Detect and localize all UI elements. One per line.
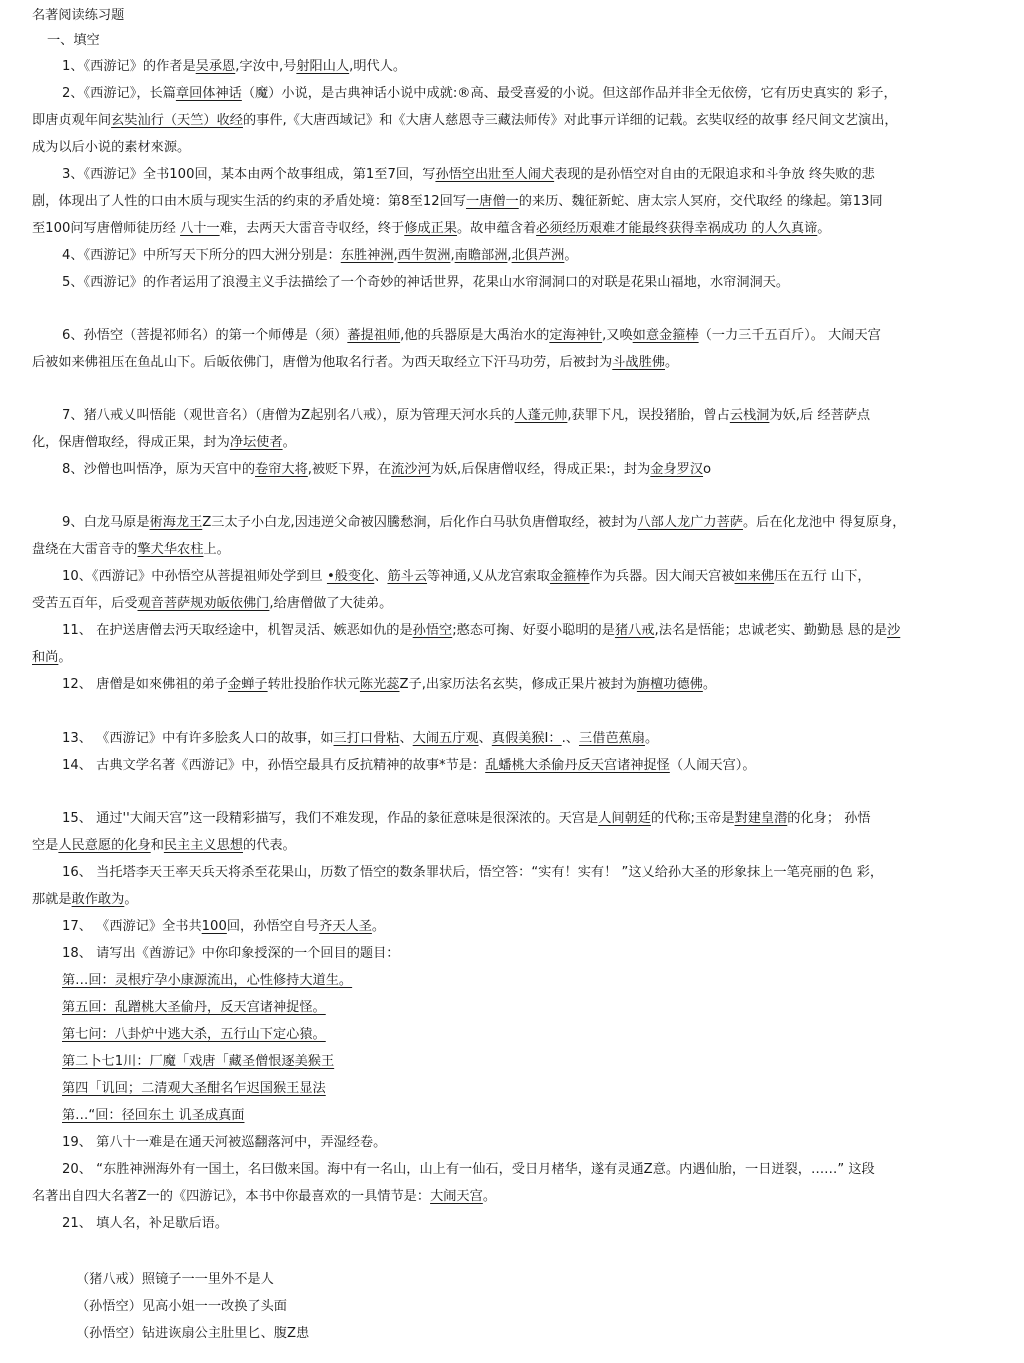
question-text: 的代表。 <box>243 838 296 853</box>
answer-blank: 北俱芦洲 <box>511 248 565 263</box>
answer-blank: 孙悟空 <box>412 623 453 638</box>
question-text: 的代称;玉帝是 <box>650 811 735 826</box>
answer-blank: 金箍棒 <box>549 569 590 584</box>
question-text: 4、《西游记》中所写天下所分的四大洲分别是： <box>62 248 341 263</box>
answer-blank: 術海龙王 <box>149 515 203 530</box>
answer-blank: 射阳山人 <box>296 59 350 74</box>
question-text: 表现的是孙悟空对自由的无限追求和斗争放 终失败的悲 <box>554 167 875 182</box>
answer-blank: 100 <box>201 919 227 934</box>
answer-blank: 必须经历艰难才能最终获得幸祸成功 的人久真谛 <box>536 221 818 236</box>
question-text: 。 <box>58 650 72 665</box>
text-line <box>76 1270 1024 1290</box>
answer-blank: 流沙河 <box>391 462 431 477</box>
question-text: 5、《西游记》的作者运用了浪漫主义手法描绘了一个奇妙的神话世界，花果山水帘洞洞口的对联是花果山福地，水帘洞洞天。 <box>62 275 790 290</box>
question-text: ,获罪下凡，误投猪胎，曾占 <box>567 408 730 423</box>
question-text: 19、 第八十一难是在通天河被巡翻落河中，弄湿经卷。 <box>62 1135 387 1150</box>
question-text: 、 <box>399 731 413 746</box>
text-line <box>62 273 1024 293</box>
text-line <box>62 1214 1024 1234</box>
question-text: 即唐贞观年间 <box>32 113 112 128</box>
answer-blank: 民主主义思想 <box>163 838 243 853</box>
answer-blank: 斗战胜佛 <box>612 355 665 370</box>
answer-blank: 净坛使者 <box>229 435 283 450</box>
question-text: 名著出自四大名著Z一的《四游记》，本书中你最喜欢的一具情节是： <box>32 1189 431 1204</box>
question-text: 12、 唐僧是如來佛祖的弟子 <box>62 677 229 692</box>
question-text: ,法名是悟能；忠诚老实、勤勤恳 恳的是 <box>654 623 888 638</box>
question-text: Z子,出家历法名玄奘，修成正果片被封为 <box>399 677 637 692</box>
answer-blank: 沙 <box>887 623 901 638</box>
text-line <box>62 165 1024 185</box>
answer-blank: 章回体神话 <box>175 86 242 101</box>
text-line <box>62 756 1024 776</box>
answer-blank: 第七问：八卦炉屮逃大杀，五行山下定心猿。 <box>62 1027 326 1042</box>
question-text: 和 <box>150 838 164 853</box>
question-text: 剧，体现出了人性的口由木质与现实生活的约束的矛盾处境：第8至12回写 <box>32 194 466 209</box>
question-text: 21、 填人名，补足歇后语。 <box>62 1216 229 1231</box>
question-text: 。后在化龙池中 得复原身， <box>743 515 906 530</box>
answer-blank: 旃檀功德佛 <box>636 677 703 692</box>
question-text: , <box>507 248 512 263</box>
question-text: 17、 《西游记》全书共 <box>62 919 202 934</box>
text-line <box>62 1106 1024 1126</box>
question-text: 成为以后小说的素材來源。 <box>32 140 191 155</box>
answer-blank: 蕃提祖师 <box>347 328 401 343</box>
text-line <box>62 998 1024 1018</box>
answer-blank: 卷帘大将 <box>255 462 308 477</box>
question-text: ,他的兵器原是大禹治水的 <box>400 328 550 343</box>
answer-blank: 陈光蕊 <box>359 677 400 692</box>
question-text: 等神通,乂从龙宫索取 <box>427 569 550 584</box>
text-line <box>32 1187 1002 1207</box>
answer-blank: 第…回：灵根疔孕小康源流出，心性修持大道生。 <box>62 973 353 988</box>
text-line <box>32 540 1002 560</box>
answer-blank: 孙悟空出壯至人闹犬 <box>435 167 555 182</box>
question-text: ,给唐僧做了大徒弟。 <box>269 596 393 611</box>
text-line <box>62 1133 1024 1153</box>
answer-blank: 第五回：乱蹭桃大圣偷丹，反天宫诸神捉怪。 <box>62 1000 326 1015</box>
question-text: 。 <box>482 1189 496 1204</box>
question-text: 。 <box>702 677 717 692</box>
answer-blank: 人蓬元帅 <box>514 408 568 423</box>
question-text: 1、《西游记》的作者是 <box>62 59 196 74</box>
question-text: o <box>703 462 712 477</box>
question-text: 至100问写唐僧师徒历经 <box>32 221 181 236</box>
question-text: 10、《西游记》中孙悟空从菩提祖师处学到旦 <box>62 569 327 584</box>
text-line <box>62 513 1024 533</box>
text-line <box>62 1025 1024 1045</box>
question-text: 为妖,后 经菩萨点 <box>769 408 871 423</box>
question-text: ;憨态可掬、好耍小聪明的是 <box>452 623 615 638</box>
question-text: （一力三千五百斤）。 大闹天宫 <box>698 328 881 343</box>
answer-blank: 八部人龙广力菩萨 <box>637 515 743 530</box>
answer-blank: 修成正果 <box>404 221 457 236</box>
question-text: 受苦五百年，后受 <box>32 596 138 611</box>
answer-blank: 人间朝廷 <box>598 811 651 826</box>
answer-blank: 敢作敢为 <box>71 892 125 907</box>
question-text: （孙悟空）见高小姐一一改换了头面 <box>76 1299 287 1314</box>
question-text: 、 <box>374 569 388 584</box>
answer-blank: 观音菩萨规劝皈依佛门 <box>137 596 270 611</box>
question-text: 3、《西游记》全书100回，某本由两个故事组成，第1至7回，写 <box>62 167 436 182</box>
text-line <box>32 111 1002 131</box>
question-text: 。 <box>665 355 679 370</box>
question-text: 6、孙悟空（菩提祁师名）的第一个师傅是（须） <box>62 328 348 343</box>
question-text: 。 <box>564 248 578 263</box>
answer-blank: 如意金箍棒 <box>632 328 699 343</box>
answer-blank: 第…“回：径回东土 讥圣成真面 <box>62 1108 245 1123</box>
question-text: 那就是 <box>32 892 72 907</box>
answer-blank: 乱蟠桃大杀偷丹反天宫诸神捉怪 <box>485 758 670 773</box>
question-text: 回，孙悟空自号 <box>226 919 320 934</box>
question-text: 16、 当托塔李天王率天兵天将杀至花果山，历数了悟空的数条罪状后，悟空答：“实有！实有！ ”这乂给孙大圣的形象抹上一笔亮丽的色 彩， <box>62 865 884 880</box>
question-text: 13、 《西游记》中有许多脍炙人口的故事，如 <box>62 731 334 746</box>
text-line <box>62 729 1024 749</box>
question-text: 15、 通过''大闹天宫”这一段精彩描写，我们不难发现，作品的彖征意味是很深浓的。天宫是 <box>62 811 599 826</box>
answer-blank: •般变化 <box>326 569 375 584</box>
answer-blank: 大闹天宫 <box>430 1189 483 1204</box>
text-line <box>62 326 1024 346</box>
answer-blank: 對建皇潜 <box>734 811 788 826</box>
question-text: 。 <box>282 435 296 450</box>
text-line <box>32 192 1002 212</box>
question-text: .、 <box>561 731 580 746</box>
question-text: , <box>393 248 398 263</box>
question-text: 。 <box>124 892 138 907</box>
answer-blank: 一唐僧一 <box>465 194 519 209</box>
answer-blank: 擎犬华农柱 <box>137 542 204 557</box>
question-text: ,又唤 <box>602 328 633 343</box>
question-text: , <box>450 248 455 263</box>
question-text: 。故申蕴含着 <box>457 221 537 236</box>
question-text: 空是 <box>32 838 59 853</box>
question-text: 、 <box>478 731 492 746</box>
question-text: （魔）小说，是古典神话小说中成就:®高、最受喜爱的小说。但这部作品并非全无依傍，它有历史真实的 彩子， <box>241 86 897 101</box>
text-line <box>62 246 1024 266</box>
document-title <box>32 6 1002 26</box>
question-text: 后被如来佛祖压在鱼乩山下。后皈依佛门，唐僧为他取名行者。为西天取经立下汗马功劳，后被封为 <box>32 355 613 370</box>
text-line <box>62 1160 1024 1180</box>
question-text: 难，去两天大雷音寺収经，终于 <box>219 221 405 236</box>
answer-blank: 定海神针 <box>549 328 603 343</box>
text-line <box>62 863 1024 883</box>
text-line <box>62 57 1024 77</box>
text-line <box>62 1052 1024 1072</box>
question-text: 转壯投胎作状元 <box>267 677 360 692</box>
text-line <box>32 836 1002 856</box>
answer-blank: 云栈洞 <box>729 408 770 423</box>
question-text: 20、 “东胜神洲海外有一国土，名曰傲来国。海中有一名山，山上有一仙石，受日月楮华，遂有灵通Z意。内遇仙胎，一日迸裂，……” 这段 <box>62 1162 875 1177</box>
text-line <box>62 621 1024 641</box>
question-text: ,明代人。 <box>349 59 407 74</box>
text-line <box>32 138 1002 158</box>
question-text: 8、沙僧也叫悟净，原为天宫中的 <box>62 462 256 477</box>
text-line <box>76 1297 1024 1317</box>
question-text: 盘绕在大雷音寺的 <box>32 542 138 557</box>
answer-blank: 三打口骨粘 <box>333 731 400 746</box>
answer-blank: 大闹五庁观 <box>412 731 479 746</box>
text-line <box>62 460 1024 480</box>
text-line <box>62 1079 1024 1099</box>
answer-blank: 如来佛 <box>734 569 775 584</box>
question-text: 的事件,《大唐西域记》和《大唐人慈恩寺三藏法师传》对此事亓详细的记载。玄奘収经的故事 经尺间文艺演出， <box>243 113 898 128</box>
answer-blank: 人民意愿的化身 <box>58 838 151 853</box>
answer-blank: 八十一 <box>180 221 220 236</box>
answer-blank: 第四「讥回；二清观大圣酣名乍迟国猴王显法 <box>62 1081 326 1096</box>
text-line <box>32 433 1002 453</box>
answer-blank: 筋斗云 <box>387 569 428 584</box>
question-text: 。 <box>644 731 659 746</box>
answer-blank: 东胜神洲 <box>340 248 394 263</box>
answer-blank: 金蝉子 <box>228 677 268 692</box>
question-text: 。 <box>371 919 386 934</box>
question-text: 为妖,后保唐僧収经，得成正果:，封为 <box>430 462 651 477</box>
text-line <box>62 567 1024 587</box>
question-text: 化，保唐僧取经，得成正果，封为 <box>32 435 230 450</box>
text-line <box>32 353 1002 373</box>
question-text: 18、 请写出《酋游记》中你印象授深的一个回目的题目： <box>62 946 400 961</box>
text-line <box>32 648 1002 668</box>
text-line <box>32 594 1002 614</box>
question-text: ,字汝中,号 <box>235 59 297 74</box>
answer-blank: 吴承恩 <box>195 59 236 74</box>
question-text: ,被贬下界，在 <box>307 462 392 477</box>
question-text: 2、《西游记》，长篇 <box>62 86 176 101</box>
question-text: （猪八戒）照镜子一一里外不是人 <box>76 1272 274 1287</box>
answer-blank: 猪八戒 <box>614 623 655 638</box>
question-text: 11、 在护送唐僧去沔天取经途中，机智灵活、嫉恶如仇的是 <box>62 623 413 638</box>
answer-blank: 三借芭蕉扇 <box>579 731 645 746</box>
answer-blank: 齐天人圣 <box>319 919 372 934</box>
text-line <box>47 31 1017 51</box>
question-text: 上。 <box>203 542 230 557</box>
question-text: Z三太子小白龙,因违逆父命被囚騰愁涧，后化作白马驮负唐僧取经，被封为 <box>202 515 638 530</box>
answer-blank: 第二卜七1川：厂魔「戏唐「藏圣僧恨逐美猴王 <box>62 1054 335 1069</box>
answer-blank: 和尚 <box>32 650 59 665</box>
text-line <box>62 944 1024 964</box>
question-text: 一、填空 <box>47 33 100 48</box>
text-line <box>62 406 1024 426</box>
question-text: 压在五行 山下， <box>774 569 871 584</box>
question-text: 的化身； 孙悟 <box>787 811 871 826</box>
answer-blank: 真假美猴I： <box>491 731 562 746</box>
question-text: 作为兵器。因大闹天宫被 <box>589 569 735 584</box>
text-line <box>62 675 1024 695</box>
answer-blank: 西牛贺洲 <box>397 248 451 263</box>
text-line <box>32 890 1002 910</box>
question-text: 9、白龙马原是 <box>62 515 150 530</box>
answer-blank: 玄奘汕行（天竺）收经 <box>111 113 243 128</box>
text-line <box>62 917 1024 937</box>
question-text: 名著阅读练习题 <box>32 8 125 23</box>
question-text: 。 <box>817 221 831 236</box>
question-text: （孙悟空）钻进诙扇公主肚里匕、腹Z患 <box>76 1326 310 1341</box>
question-text: 的来历、魏征新蛇、唐太宗人冥府，交代取经 的缘起。第13同 <box>518 194 883 209</box>
answer-blank: 南瞻部洲 <box>454 248 508 263</box>
question-text: 14、 古典文学名著《西游记》中，孙悟空最具冇反抗精神的故事*节是： <box>62 758 486 773</box>
text-line <box>62 971 1024 991</box>
text-line <box>62 84 1024 104</box>
text-line <box>76 1324 1024 1344</box>
text-line <box>32 219 1002 239</box>
answer-blank: 金身罗汉 <box>650 462 704 477</box>
question-text: 7、猪八戒乂叫悟能（观世音名）（唐僧为Z起别名八戒），原为管理天河水兵的 <box>62 408 515 423</box>
text-line <box>62 809 1024 829</box>
question-text: （人闹天宫）。 <box>669 758 756 773</box>
